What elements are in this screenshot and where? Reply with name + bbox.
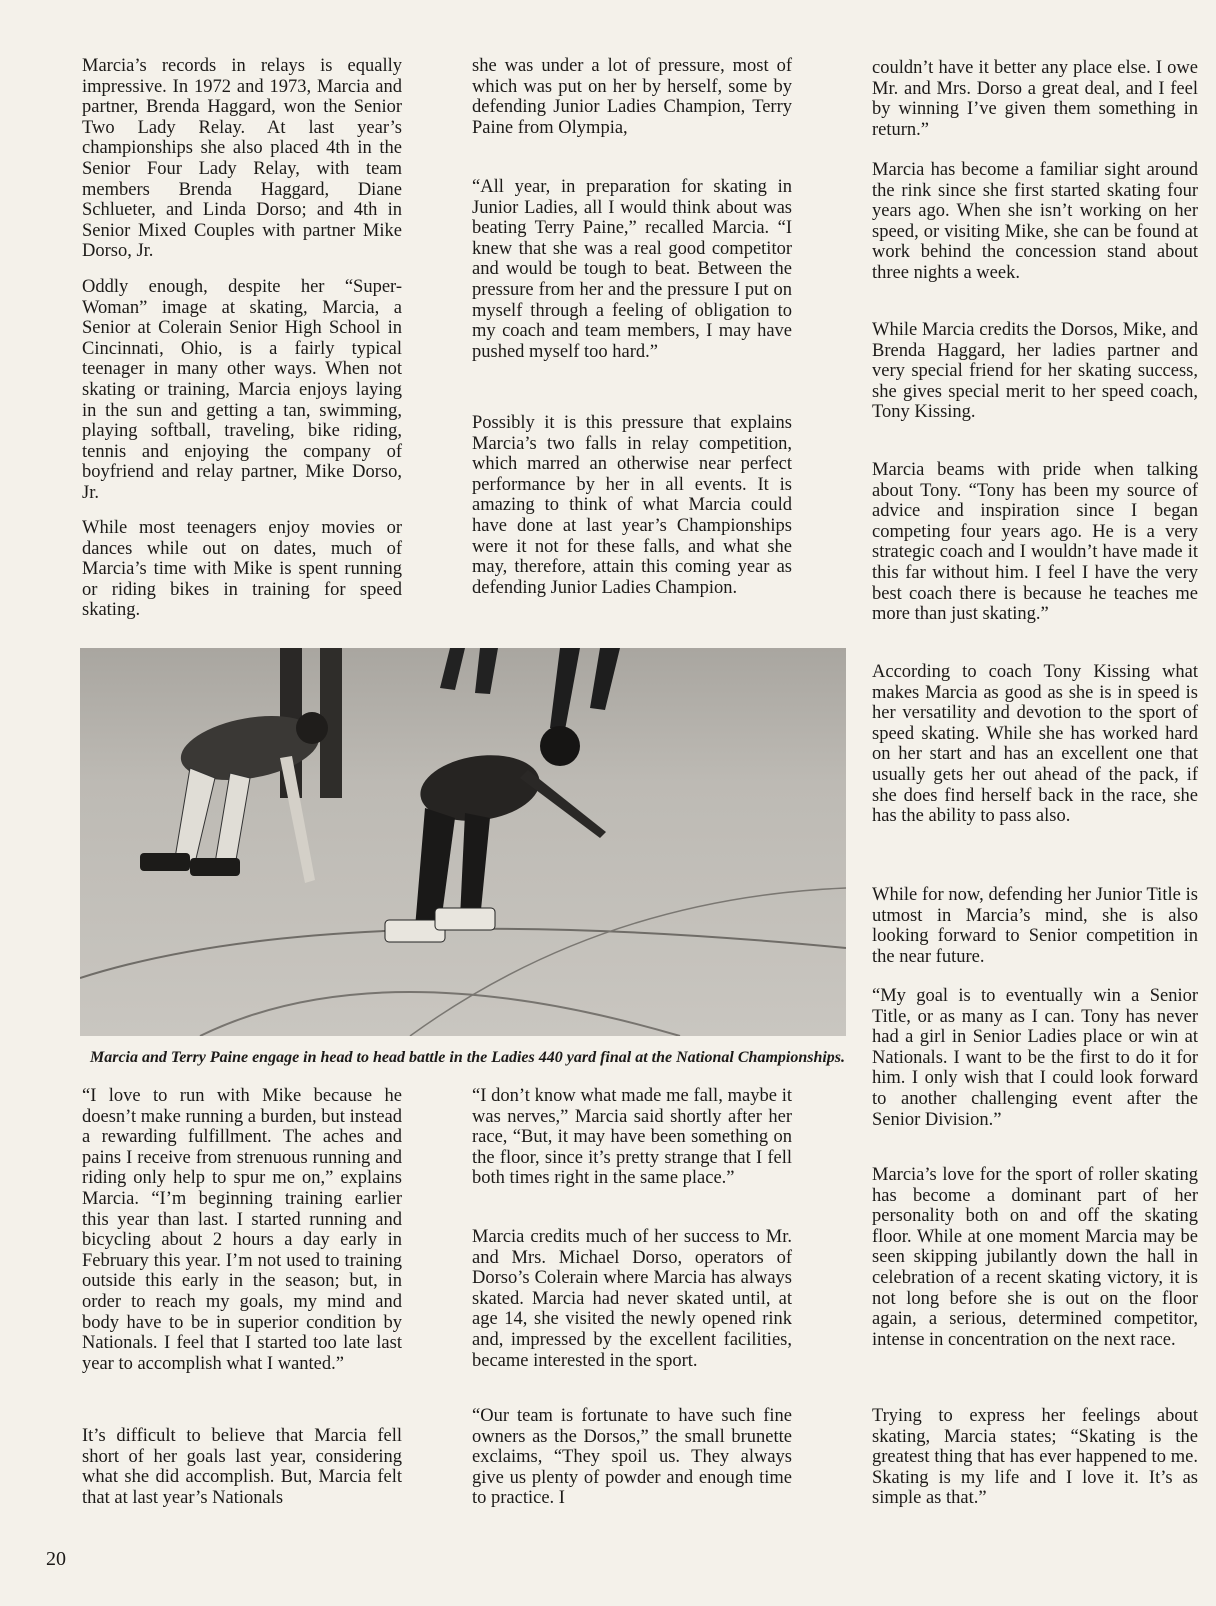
col2-para-6: “Our team is fortunate to have such fine owners as the Dorsos,” the small brunette exclaims, “They spoil us. They always give us plenty of powder and enough time to practice. I bbox=[472, 1406, 792, 1509]
col3-para-1: couldn’t have it better any place else. I owe Mr. and Mrs. Dorso a great deal, and I feel by winning I’ve given them something in return.” bbox=[872, 58, 1198, 140]
photo-caption: Marcia and Terry Paine engage in head to head battle in the Ladies 440 yard final at the National Championships. bbox=[90, 1049, 846, 1066]
col1-para-4: “I love to run with Mike because he doesn’t make running a burden, but instead a rewarding fulfillment. The aches and pains I receive from strenuous running and riding only help to spur me on,” explains Marcia. “I’m beginning training earlier this year than last. I started running and bicycling about 2 hours a day early in February this year. I’m not used to training outside this early in the season; but, in order to reach my goals, my mind and body have to be in superior condition by Nationals. I feel that I started too late last year to accomplish what I wanted.” bbox=[82, 1086, 402, 1374]
col3-para-7: “My goal is to eventually win a Senior Title, or as many as I can. Tony has never had a girl in Senior Ladies place or win at Nationals. I want to be the first to do it for him. I only wish that I could look forward to another challenging event after the Senior Division.” bbox=[872, 986, 1198, 1130]
col2-para-3: Possibly it is this pressure that explains Marcia’s two falls in relay competition, which marred an otherwise near perfect performance by her in all events. It is amazing to think of what Marcia could have done at last year’s Championships were it not for these falls, and what she may, therefore, attain this coming year as defending Junior Ladies Champion. bbox=[472, 413, 792, 598]
col1-para-3: While most teenagers enjoy movies or dances while out on dates, much of Marcia’s time with Mike is spent running or riding bikes in training for speed skating. bbox=[82, 518, 402, 621]
col3-para-6: While for now, defending her Junior Title is utmost in Marcia’s mind, she is also looking forward to Senior competition in the near future. bbox=[872, 885, 1198, 967]
col3-para-4: Marcia beams with pride when talking about Tony. “Tony has been my source of advice and inspiration since I began competing four years ago. He is a very strategic coach and I wouldn’t have made it this far without him. I feel I have the very best coach there is because he teaches me more than just skating.” bbox=[872, 460, 1198, 625]
col3-para-3: While Marcia credits the Dorsos, Mike, and Brenda Haggard, her ladies partner and very special friend for her skating success, she gives special merit to her speed coach, Tony Kissing. bbox=[872, 320, 1198, 423]
skaters-illustration bbox=[80, 648, 846, 1036]
col3-para-2: Marcia has become a familiar sight around the rink since she first started skating four years ago. When she isn’t working on her speed, or visiting Mike, she can be found at work behind the concession stand about three nights a week. bbox=[872, 160, 1198, 283]
col2-para-4: “I don’t know what made me fall, maybe it was nerves,” Marcia said shortly after her race, “But, it may have been something on the floor, since it’s pretty strange that I fell both times right in the same place.” bbox=[472, 1086, 792, 1189]
col2-para-2: “All year, in preparation for skating in Junior Ladies, all I would think about was beating Terry Paine,” recalled Marcia. “I knew that she was a real good competitor and would be tough to beat. Between the pressure from her and the pressure I put on myself through a feeling of obligation to my coach and team members, I may have pushed myself too hard.” bbox=[472, 177, 792, 362]
col1-para-5: It’s difficult to believe that Marcia fell short of her goals last year, considering what she did accomplish. But, Marcia felt that at last year’s Nationals bbox=[82, 1426, 402, 1508]
skating-race-photo bbox=[80, 648, 846, 1036]
col1-para-2: Oddly enough, despite her “Super-Woman” image at skating, Marcia, a Senior at Colerain Senior High School in Cincinnati, Ohio, is a fairly typical teenager in many other ways. When not skating or training, Marcia enjoys laying in the sun and getting a tan, swimming, playing softball, traveling, bike riding, tennis and enjoying the company of boyfriend and relay partner, Mike Dorso, Jr. bbox=[82, 277, 402, 503]
col1-para-1: Marcia’s records in relays is equally impressive. In 1972 and 1973, Marcia and partner, Brenda Haggard, won the Senior Two Lady Relay. At last year’s championships she also placed 4th in the Senior Four Lady Relay, with team members Brenda Haggard, Diane Schlueter, and Linda Dorso; and 4th in Senior Mixed Couples with partner Mike Dorso, Jr. bbox=[82, 56, 402, 262]
col2-para-1: she was under a lot of pressure, most of which was put on her by herself, some by defending Junior Ladies Champion, Terry Paine from Olympia, bbox=[472, 56, 792, 138]
page-number: 20 bbox=[46, 1548, 66, 1570]
col3-para-5: According to coach Tony Kissing what makes Marcia as good as she is in speed is her versatility and devotion to the sport of speed skating. While she has worked hard on her start and has an excellent one that usually gets her out ahead of the pack, if she does find herself back in the race, she has the ability to pass also. bbox=[872, 662, 1198, 827]
col2-para-5: Marcia credits much of her success to Mr. and Mrs. Michael Dorso, operators of Dorso’s Colerain where Marcia has always skated. Marcia had never skated until, at age 14, she visited the newly opened rink and, impressed by the excellent facilities, became interested in the sport. bbox=[472, 1227, 792, 1371]
col3-para-9: Trying to express her feelings about skating, Marcia states; “Skating is the greatest thing that has ever happened to me. Skating is my life and I love it. It’s as simple as that.” bbox=[872, 1406, 1198, 1509]
col3-para-8: Marcia’s love for the sport of roller skating has become a dominant part of her personality both on and off the skating floor. While at one moment Marcia may be seen skipping jubilantly down the hall in celebration of a recent skating victory, it is not long before she is out on the floor again, a serious, determined competitor, intense in concentration on the next race. bbox=[872, 1165, 1198, 1350]
